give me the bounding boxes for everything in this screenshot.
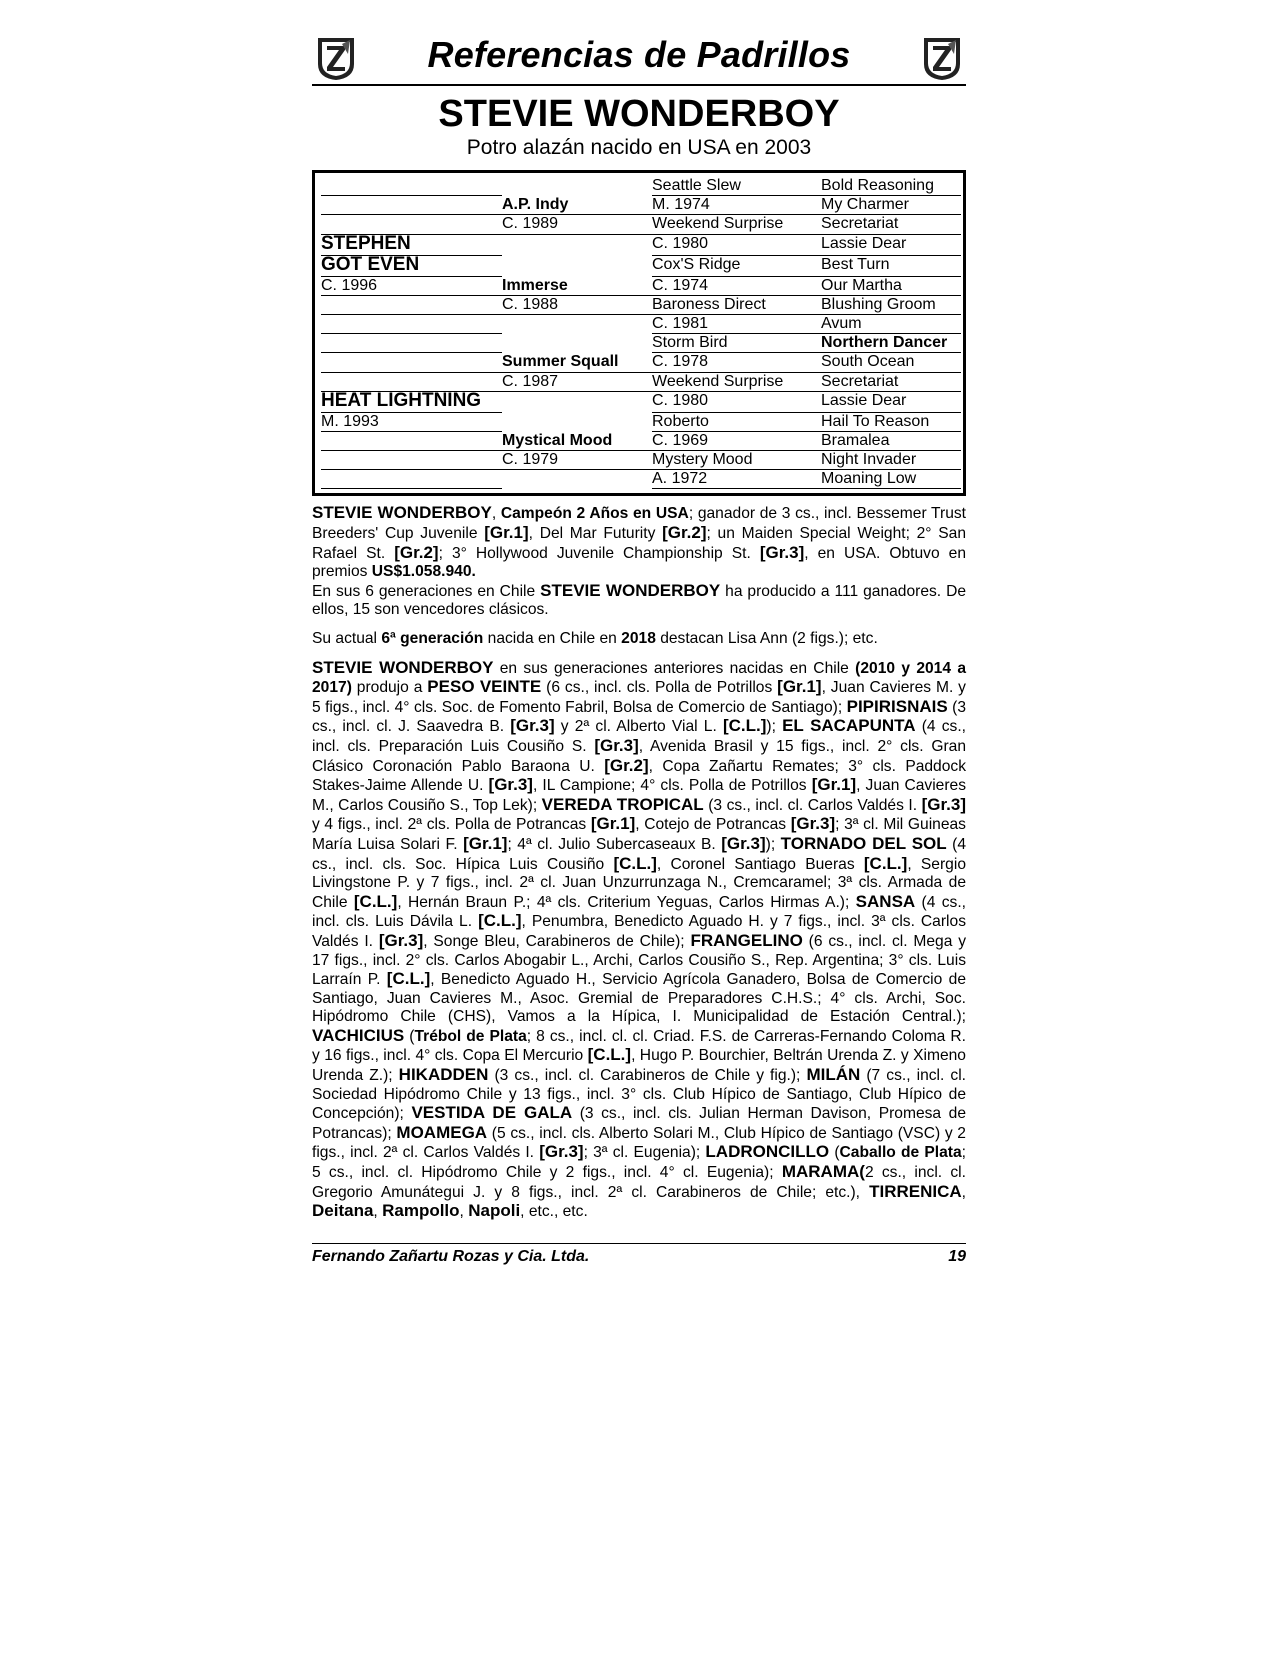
row-rule [652, 488, 821, 489]
text: ; 4ª cl. Julio Subercaseaux B. [507, 835, 722, 853]
pedigree-cell: Mystical Mood [502, 431, 613, 449]
pedigree-cell: Lassie Dear [821, 234, 907, 252]
pedigree-cell: STEPHEN [321, 232, 411, 254]
paragraph-offspring [312, 659, 966, 1222]
page [312, 32, 966, 1232]
pedigree-cell: C. 1979 [502, 451, 559, 469]
pedigree-cell: Avum [821, 314, 862, 332]
grade: [C.L.] [722, 716, 767, 736]
footer [312, 1243, 966, 1266]
pedigree-row [321, 432, 959, 451]
grade: [Gr.3] [721, 833, 766, 853]
text: , Hugo P. Bourchier, Beltrán Urenda Z. y Ximeno Urenda Z.); [312, 1047, 966, 1085]
grade: [Gr.1] [590, 814, 636, 834]
text: ; 3ª cl. Mil Guineas María Luisa Solari F. [312, 816, 966, 853]
offspring-name: EL SACAPUNTA [782, 716, 916, 736]
text: ); [766, 718, 783, 736]
text: , Hernán Braun P.; 4ª cls. Criterium Yeguas, Carlos Hirmas A.); [397, 893, 856, 911]
text: (4 cs., incl. cls. Luis Dávila L. [312, 893, 966, 931]
text: , Penumbra, Benedicto Aguado H. y 7 figs., incl. 3ª cls. Carlos Valdés I. [312, 913, 966, 950]
pedigree-cell: C. 1996 [321, 276, 378, 294]
text: , [373, 1203, 383, 1221]
offspring-name: MILÁN [806, 1065, 861, 1085]
grade: [Gr.2] [662, 523, 707, 543]
text: ; 5 cs., incl. cl. Hipódromo Chile y 2 figs., incl. 4° cl. Eugenia); [312, 1144, 967, 1182]
pedigree-cell: M. 1974 [652, 196, 710, 214]
offspring-name: MARAMA( [781, 1162, 865, 1182]
row-rule [821, 488, 961, 489]
paragraph-generation [312, 630, 966, 649]
text: , Sergio Livingstone P. y 7 figs., incl. 2ª cl. Juan Unzurrunzaga N., Cremcaramel; 3ª cls. Armada de Chile [312, 855, 966, 911]
pedigree-cell: M. 1993 [321, 412, 379, 430]
pedigree-cell: Moaning Low [821, 470, 917, 488]
pedigree-cell: Bold Reasoning [821, 177, 934, 194]
grade: [Gr.2] [604, 755, 649, 775]
horse-name-ref: STEVIE WONDERBOY [540, 580, 721, 600]
text: Su actual [312, 630, 382, 647]
pedigree-cell: A.P. Indy [502, 196, 569, 214]
pedigree-row [321, 296, 959, 315]
text: ha producido a 111 ganadores. De ellos, 15 son vencedores clásicos. [312, 582, 966, 619]
pedigree-table [312, 170, 966, 496]
pedigree-row [321, 177, 959, 196]
pedigree-cell: C. 1981 [652, 314, 709, 332]
pedigree-row [321, 389, 959, 413]
text: , en USA. Obtuvo en premios [312, 544, 967, 581]
grade: [Gr.1] [463, 833, 508, 853]
text: nacida en Chile en [483, 630, 622, 647]
pedigree-row [321, 373, 959, 392]
pedigree-cell: Hail To Reason [821, 412, 930, 430]
text: (4 cs., incl. cls. Soc. Hípica Luis Cousiño [312, 835, 967, 873]
pedigree-cell: Storm Bird [652, 334, 728, 352]
pedigree-cell: Our Martha [821, 276, 902, 294]
pedigree-row [321, 334, 959, 353]
pedigree-cell: Baroness Direct [652, 295, 766, 313]
text: y 2ª cl. Alberto Vial L. [554, 718, 723, 736]
offspring-name: SANSA [855, 891, 916, 911]
text: (7 cs., incl. cl. Sociedad Hipódromo Chile y 13 figs., incl. 3° cls. Club Hípico de Santiago, Club Hípico de Concepción); [312, 1067, 966, 1123]
text: , Songe Bleu, Carabineros de Chile); [423, 932, 691, 950]
pedigree-cell: A. 1972 [652, 470, 708, 488]
text: , Copa Zañartu Remates; 3° cls. Paddock Stakes-Jaime Allende U. [312, 757, 966, 795]
grade: [Gr.3] [759, 542, 805, 562]
offspring-name: VESTIDA DE GALA [411, 1103, 573, 1123]
text: ; 3° Hollywood Juvenile Championship St. [438, 544, 760, 562]
grade: [C.L.] [613, 853, 657, 873]
pedigree-row [321, 451, 959, 470]
offspring-name: MOAMEGA [396, 1122, 488, 1142]
award: Caballo de Plata [839, 1144, 962, 1162]
text: , [491, 505, 501, 523]
offspring-name: TORNADO DEL SOL [780, 833, 947, 853]
horse-subtitle: Potro alazán nacido en USA en 2003 [466, 136, 812, 159]
logo-icon [920, 34, 964, 82]
pedigree-cell: C. 1989 [502, 215, 559, 233]
grade: [Gr.3] [539, 1142, 584, 1162]
pedigree-row [321, 215, 959, 234]
pedigree-row [321, 232, 959, 256]
text: en sus generaciones anteriores nacidas en Chile [493, 659, 856, 677]
offspring-name: Rampollo [382, 1201, 460, 1221]
text: , Coronel Santiago Bueras [656, 855, 864, 873]
pedigree-row [321, 315, 959, 334]
pedigree-row [321, 470, 959, 489]
text: , Juan Cavieres M. y 5 figs., incl. 4° cls. Soc. de Fomento Fabril, Bolsa de Comercio de Santiago); [312, 679, 966, 716]
grade: [Gr.3] [594, 735, 639, 755]
paragraph-summary [312, 504, 966, 620]
generation: 6ª generación [381, 630, 484, 647]
offspring-name: FRANGELINO [690, 930, 803, 950]
text: (6 cs., incl. cl. Mega y 17 figs., incl. 2° cls. Carlos Abogabir L., Archi, Carlos Cousiño S., Rep. Argentina; 3° cls. Luis Larraín P. [312, 932, 966, 989]
offspring-name: VEREDA TROPICAL [541, 794, 704, 814]
pedigree-cell: Mystery Mood [652, 451, 753, 469]
pedigree-cell: Roberto [652, 412, 709, 430]
text: , [961, 1183, 966, 1201]
text: (6 cs., incl. cls. Polla de Potrillos [541, 679, 778, 697]
text: , IL Campione; 4° cls. Polla de Potrillos [532, 777, 812, 795]
pedigree-cell: Immerse [502, 276, 568, 294]
text: ; 8 cs., incl. cl. cl. Criad. F.S. de Carreras-Fernando Coloma R. y 16 figs., incl. 4° cls. Copa El Mercurio [312, 1027, 966, 1065]
prize-amount: US$1.058.940. [371, 563, 476, 581]
pedigree-cell: GOT EVEN [321, 253, 420, 275]
text: , Juan Cavieres M., Carlos Cousiño S., Top Lek); [312, 777, 967, 814]
horse-name: STEVIE WONDERBOY [438, 93, 840, 135]
text: ; 3ª cl. Eugenia); [583, 1144, 706, 1162]
pedigree-cell: HEAT LIGHTNING [321, 389, 482, 411]
text: (4 cs., incl. cls. Preparación Luis Cousiño S. [312, 718, 967, 755]
grade: [C.L.] [863, 853, 908, 873]
text: (3 cs., incl. cl. Carabineros de Chile y fig.); [488, 1067, 807, 1085]
pedigree-cell: Summer Squall [502, 353, 619, 371]
grade: [C.L.] [587, 1045, 632, 1065]
pedigree-cell: C. 1974 [652, 276, 709, 294]
text: (3 cs., incl. cl. Carlos Valdés I. [703, 796, 922, 814]
page-number: 19 [948, 1248, 966, 1265]
years: (2010 y 2014 a 2017) [312, 659, 967, 697]
pedigree-cell: C. 1988 [502, 295, 559, 313]
pedigree-cell: Best Turn [821, 255, 890, 273]
text: , Avenida Brasil y 15 figs., incl. 2° cls. Gran Clásico Coronación Pablo Baraona U. [312, 737, 966, 775]
text: En sus 6 generaciones en Chile [312, 582, 541, 600]
pedigree-cell: C. 1980 [652, 391, 709, 409]
grade: [Gr.3] [378, 930, 424, 950]
pedigree-cell: C. 1980 [652, 234, 709, 252]
text: (3 cs., incl. cls. Julian Herman Davison, Promesa de Potrancas); [312, 1105, 966, 1142]
text: , Benedicto Aguado H., Servicio Agrícola Ganadero, Bolsa de Comercio de Santiago, Juan Cavieres M., Asoc. Gremial de Preparadores C.H.S.; 4° cls. Archi, Soc. Hipódromo Chile (CHS), Vamos a la Hípica, I. Municipalidad de Estación Central.); [312, 971, 966, 1026]
grade: [C.L.] [386, 969, 431, 989]
row-rule [321, 488, 502, 489]
pedigree-cell: Secretariat [821, 372, 899, 390]
text: ; ganador de 3 cs., incl. Bessemer Trust Breeders' Cup Juvenile [312, 505, 967, 543]
offspring-name: TIRRENICA [869, 1181, 962, 1201]
pedigree-cell: Night Invader [821, 451, 917, 469]
pedigree-cell: My Charmer [821, 196, 910, 214]
pedigree-row [321, 413, 959, 432]
pedigree-cell: Blushing Groom [821, 295, 936, 313]
text: destacan Lisa Ann (2 figs.); etc. [655, 630, 878, 647]
offspring-name: HIKADDEN [398, 1065, 489, 1085]
pedigree-row [321, 253, 959, 277]
offspring-name: LADRONCILLO [705, 1142, 830, 1162]
text: produjo a [351, 679, 428, 697]
text: , Del Mar Futurity [528, 525, 663, 543]
text: ( [404, 1027, 415, 1045]
pedigree-cell: Seattle Slew [652, 177, 741, 194]
text: ( [829, 1144, 840, 1162]
pedigree-row [321, 196, 959, 215]
text: , Cotejo de Potrancas [635, 816, 791, 834]
text: (5 cs., incl. cls. Alberto Solari M., Club Hípico de Santiago (VSC) y 2 figs., incl. 2ª cl. Carlos Valdés I. [312, 1124, 966, 1162]
pedigree-cell: Secretariat [821, 215, 899, 233]
header-title: Referencias de Padrillos [427, 34, 851, 75]
grade: [Gr.3] [488, 775, 533, 795]
pedigree-cell: South Ocean [821, 353, 915, 371]
text: , [459, 1203, 469, 1221]
pedigree-cell: Lassie Dear [821, 391, 907, 409]
offspring-name: Napoli [468, 1201, 521, 1221]
grade: [C.L.] [353, 891, 398, 911]
footer-company: Fernando Zañartu Rozas y Cia. Ltda. [312, 1248, 590, 1265]
horse-name-ref: STEVIE WONDERBOY [312, 657, 494, 677]
champion-title: Campeón 2 Años en USA [500, 505, 689, 523]
pedigree-cell: C. 1978 [652, 353, 709, 371]
pedigree-cell: Weekend Surprise [652, 372, 784, 390]
horse-name-ref: STEVIE WONDERBOY [312, 503, 492, 523]
pedigree-cell: C. 1987 [502, 372, 559, 390]
pedigree-cell: Bramalea [821, 431, 890, 449]
award: Trébol de Plata [414, 1027, 527, 1045]
grade: [Gr.3] [510, 716, 555, 736]
text: (3 cs., incl. cl. J. Saavedra B. [312, 698, 967, 736]
pedigree-cell: Northern Dancer [821, 334, 948, 352]
text: ; un Maiden Special Weight; 2° San Rafael St. [312, 525, 967, 562]
pedigree-cell: Weekend Surprise [652, 215, 784, 233]
text: ); [765, 835, 781, 853]
grade: [Gr.1] [777, 677, 822, 697]
grade: [Gr.1] [484, 523, 529, 543]
text: , etc., etc. [520, 1203, 588, 1221]
pedigree-row [321, 277, 959, 296]
pedigree-row [321, 353, 959, 372]
offspring-name: VACHICIUS [312, 1025, 405, 1045]
pedigree-cell: Cox'S Ridge [652, 255, 741, 273]
grade: [Gr.1] [811, 775, 857, 795]
grade: [Gr.2] [394, 542, 439, 562]
offspring-name: PIPIRISNAIS [846, 696, 948, 716]
pedigree-cell: C. 1969 [652, 431, 709, 449]
grade: [Gr.3] [921, 794, 967, 814]
description [312, 504, 966, 1221]
offspring-name: PESO VEINTE [427, 677, 542, 697]
grade: [Gr.3] [790, 814, 836, 834]
year: 2018 [621, 630, 656, 647]
offspring-name: Deitana [312, 1201, 374, 1221]
header [312, 32, 966, 86]
text: 2 cs., incl. cl. Gregorio Amunátegui J. y 8 figs., incl. 2ª cl. Carabineros de Chile; etc.), [312, 1164, 966, 1201]
text: y 4 figs., incl. 2ª cls. Polla de Potrancas [312, 816, 591, 834]
grade: [C.L.] [478, 911, 522, 931]
